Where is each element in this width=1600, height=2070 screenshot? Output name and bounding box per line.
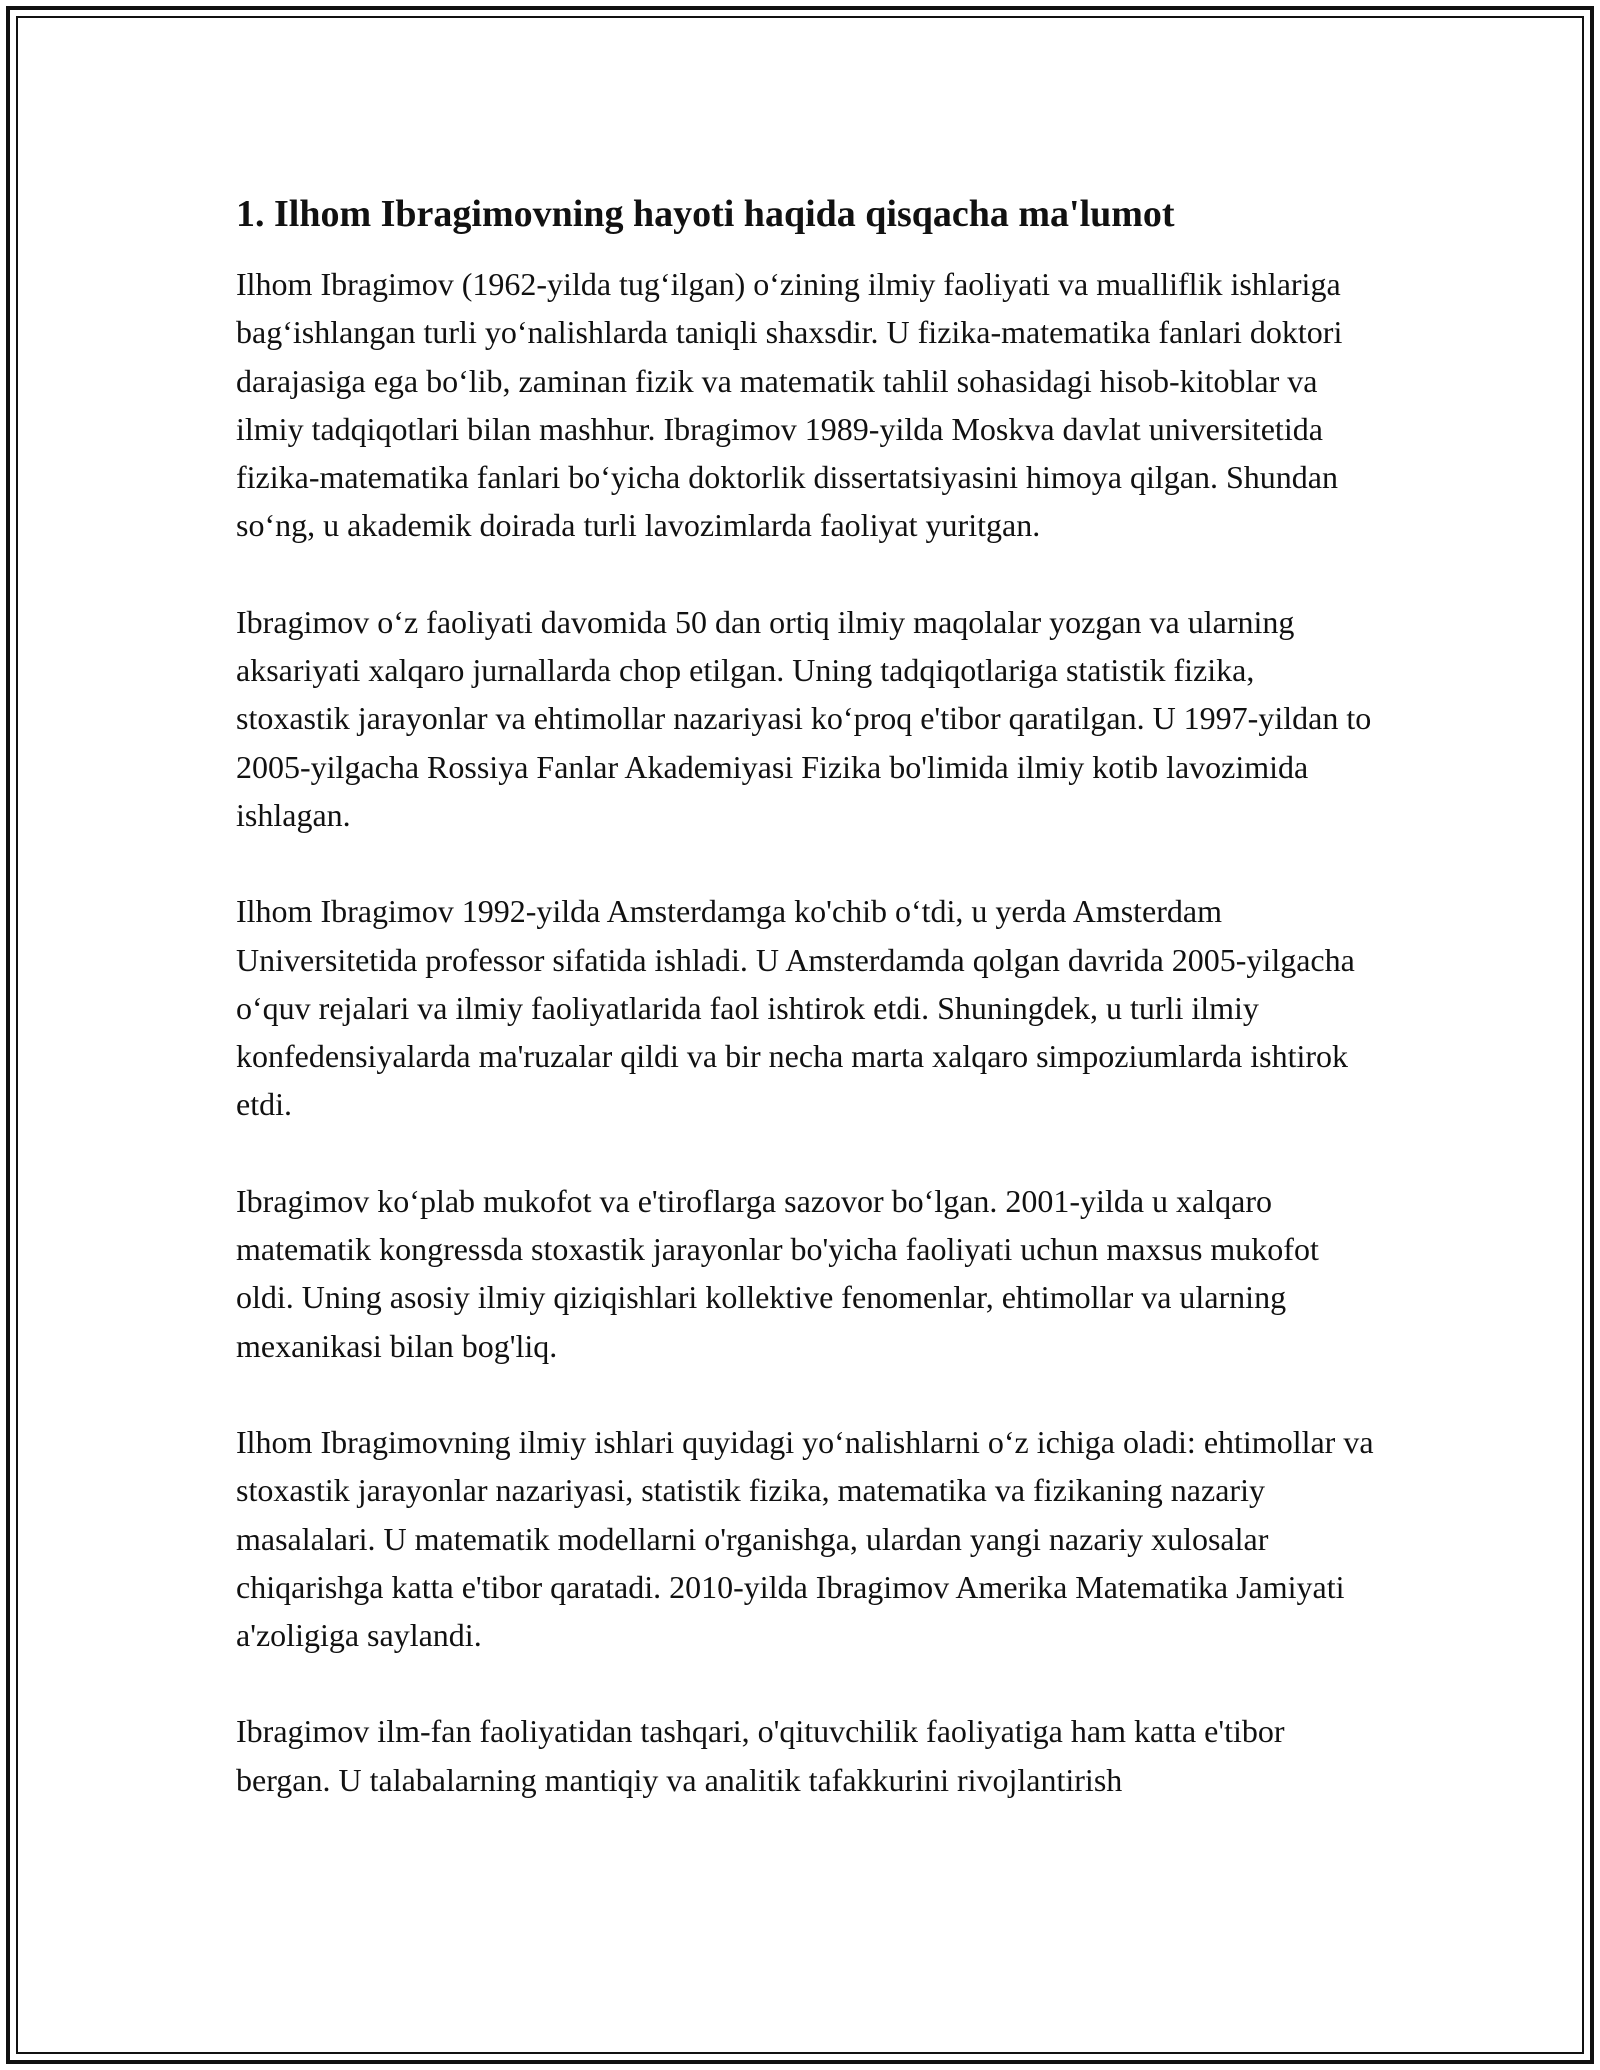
paragraph-6: Ibragimov ilm-fan faoliyatidan tashqari, o'qituvchilik faoliyatiga ham katta e'tibor bergan. U talabalarning mantiqiy va analitik tafakkurini rivojlantirish [236, 1713, 1285, 1798]
paragraph-4: Ibragimov ko‘plab mukofot va e'tiroflarga sazovor bo‘lgan. 2001-yilda u xalqaro matematik kongressda stoxastik jarayonlar bo'yicha faoliyati uchun maxsus mukofot oldi. Uning asosiy ilmiy qiziqishlari kollektive fenomenlar, ehtimollar va ularning mexanikasi bilan bog'liq. [236, 1182, 1319, 1364]
section-heading: 1. Ilhom Ibragimovning hayoti haqida qisqacha ma'lumot [236, 193, 1175, 235]
paragraph-3: Ilhom Ibragimov 1992-yilda Amsterdamga ko'chib o‘tdi, u yerda Amsterdam Universitetida professor sifatida ishladi. U Amsterdamda qolgan davrida 2005-yilgacha o‘quv rejalari va ilmiy faoliyatlarida faol ishtirok etdi. Shuningdek, u turli ilmiy konfedensiyalarda ma'ruzalar qildi va bir necha marta xalqaro simpoziumlarda ishtirok etdi. [236, 893, 1355, 1123]
document-body [236, 190, 1396, 1852]
paragraph-5: Ilhom Ibragimovning ilmiy ishlari quyidagi yo‘nalishlarni o‘z ichiga oladi: ehtimollar va stoxastik jarayonlar nazariyasi, statistik fizika, matematika va fizikaning nazariy masalalari. U matematik modellarni o'rganishga, ulardan yangi nazariy xulosalar chiqarishga katta e'tibor qaratadi. 2010-yilda Ibragimov Amerika Matematika Jamiyati a'zoligiga saylandi. [236, 1423, 1374, 1654]
paragraph-2: Ibragimov o‘z faoliyati davomida 50 dan ortiq ilmiy maqolalar yozgan va ularning aksariyati xalqaro jurnallarda chop etilgan. Uning tadqiqotlariga statistik fizika, stoxastik jarayonlar va ehtimollar nazariyasi ko‘proq e'tibor qaratilgan. U 1997-yildan to 2005-yilgacha Rossiya Fanlar Akademiyasi Fizika bo'limida ilmiy kotib lavozimida ishlagan. [236, 603, 1372, 833]
paragraph-1: Ilhom Ibragimov (1962-yilda tug‘ilgan) o‘zining ilmiy faoliyati va mualliflik ishlariga bag‘ishlangan turli yo‘nalishlarda taniqli shaxsdir. U fizika-matematika fanlari doktori darajasiga ega bo‘lib, zaminan fizik va matematik tahlil sohasidagi hisob-kitoblar va ilmiy tadqiqotlari bilan mashhur. Ibragimov 1989-yilda Moskva davlat universitetida fizika-matematika fanlari bo‘yicha doktorlik dissertatsiyasini himoya qilgan. Shundan so‘ng, u akademik doirada turli lavozimlarda faoliyat yuritgan. [236, 266, 1343, 544]
